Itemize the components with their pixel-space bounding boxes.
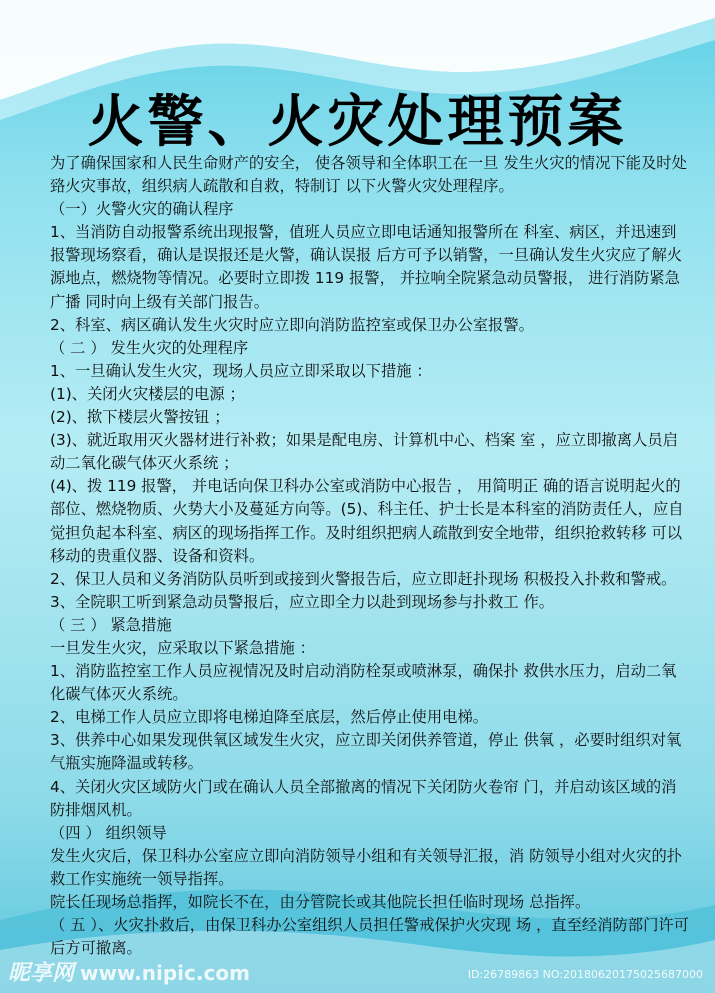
- section-heading-4: （四 ） 组织领导: [50, 823, 167, 842]
- paragraph: 院长任现场总指挥，如院长不在，由分管院长或其他院长担任临时现场 总指挥。: [50, 893, 591, 911]
- paragraph: (3)、就近取用灭火器材进行补救；如果是配电房、计算机中心、档案 室 ，应立即撤离人员启动二氧化碳气体灭火系统 ；: [50, 431, 678, 473]
- paragraph: (2)、揿下楼层火警按钮 ；: [50, 408, 230, 427]
- paragraph: (1)、关闭火灾楼层的电源 ；: [50, 384, 245, 403]
- watermark-logo: [8, 956, 250, 987]
- section-heading-3: （ 三 ） 紧急措施: [50, 615, 172, 634]
- paragraph: 2、电梯工作人员应立即将电梯迫降至底层，然后停止使用电梯。: [50, 708, 489, 727]
- section-heading-2: （ 二 ） 发生火灾的处理程序: [50, 338, 249, 357]
- document-body: [50, 152, 690, 960]
- paragraph: 一旦发生火灾，应采取以下紧急措施 ：: [50, 638, 315, 657]
- intro-paragraph: 为了确保国家和人民生命财产的安全， 使各领导和全体职工在一旦 发生火灾的情况下能及时处臵火灾事故，组织病人疏散和自救，特制订 以下火警火灾处理程序。: [50, 154, 687, 196]
- paragraph: 3、供养中心如果发现供氧区域发生火灾，应立即关闭供养管道，停止 供氧 ，必要时组织对氧气瓶实施降温或转移。: [50, 731, 682, 773]
- paragraph: 3、全院职工听到紧急动员警报后，应立即全力以赴到现场参与扑救工 作。: [50, 592, 555, 611]
- paragraph: (4)、拨 119 报警， 并电话向保卫科办公室或消防中心报告 ， 用简明正 确的语言说明起火的部位、燃烧物质、火势大小及蔓延方向等。(5)、科主任、护士长是本科室的消防责任人，应自觉担负起本科室、病区的现场指挥工作。及时组织把病人疏散到安全地带，组织抢救转移 可以移动的贵重仪器、设备和资料。: [50, 477, 684, 565]
- page-title: 火警、火灾处理预案: [87, 90, 628, 155]
- paragraph: 4、关闭火灾区域防火门或在确认人员全部撤离的情况下关闭防火卷帘 门，并启动该区域的消防排烟风机。: [50, 777, 677, 819]
- paragraph: 2、科室、病区确认发生火灾时应立即向消防监控室或保卫办公室报警。: [50, 315, 534, 334]
- paragraph: （ 五 ）、火灾扑救后，由保卫科办公室组织人员担任警戒保护火灾现 场 ，直至经消防部门许可后方可撤离。: [50, 916, 689, 958]
- watermark-url: www.nipic.com: [80, 961, 250, 985]
- paragraph: 1、当消防自动报警系统出现报警，值班人员应立即电话通知报警所在 科室、病区，并迅速到报警现场察看，确认是误报还是火警，确认误报 后方可予以销警，一旦确认发生火灾应了解火源地点，燃烧物等情况。必要时立即拨 119 报警， 并拉响全院紧急动员警报， 进行消防紧急广播 同时向上级有关部门报告。: [50, 223, 683, 311]
- image-id-text: ID:26789863 NO:20180620175025687000: [467, 968, 703, 981]
- paragraph: 发生火灾后，保卫科办公室应立即向消防领导小组和有关领导汇报，消 防领导小组对火灾的扑救工作实施统一领导指挥。: [50, 846, 683, 888]
- watermark-brand: 昵享网: [8, 961, 75, 986]
- paragraph: 2、保卫人员和义务消防队员听到或接到火警报告后，应立即赶扑现场 积极投入扑救和警戒。: [50, 569, 677, 588]
- section-heading-1: （一）火警火灾的确认程序: [50, 200, 234, 219]
- paragraph: 1、一旦确认发生火灾，现场人员应立即采取以下措施 ：: [50, 361, 432, 380]
- paragraph: 1、消防监控室工作人员应视情况及时启动消防栓泵或喷淋泵，确保扑 救供水压力，启动二氧化碳气体灭火系统。: [50, 662, 677, 704]
